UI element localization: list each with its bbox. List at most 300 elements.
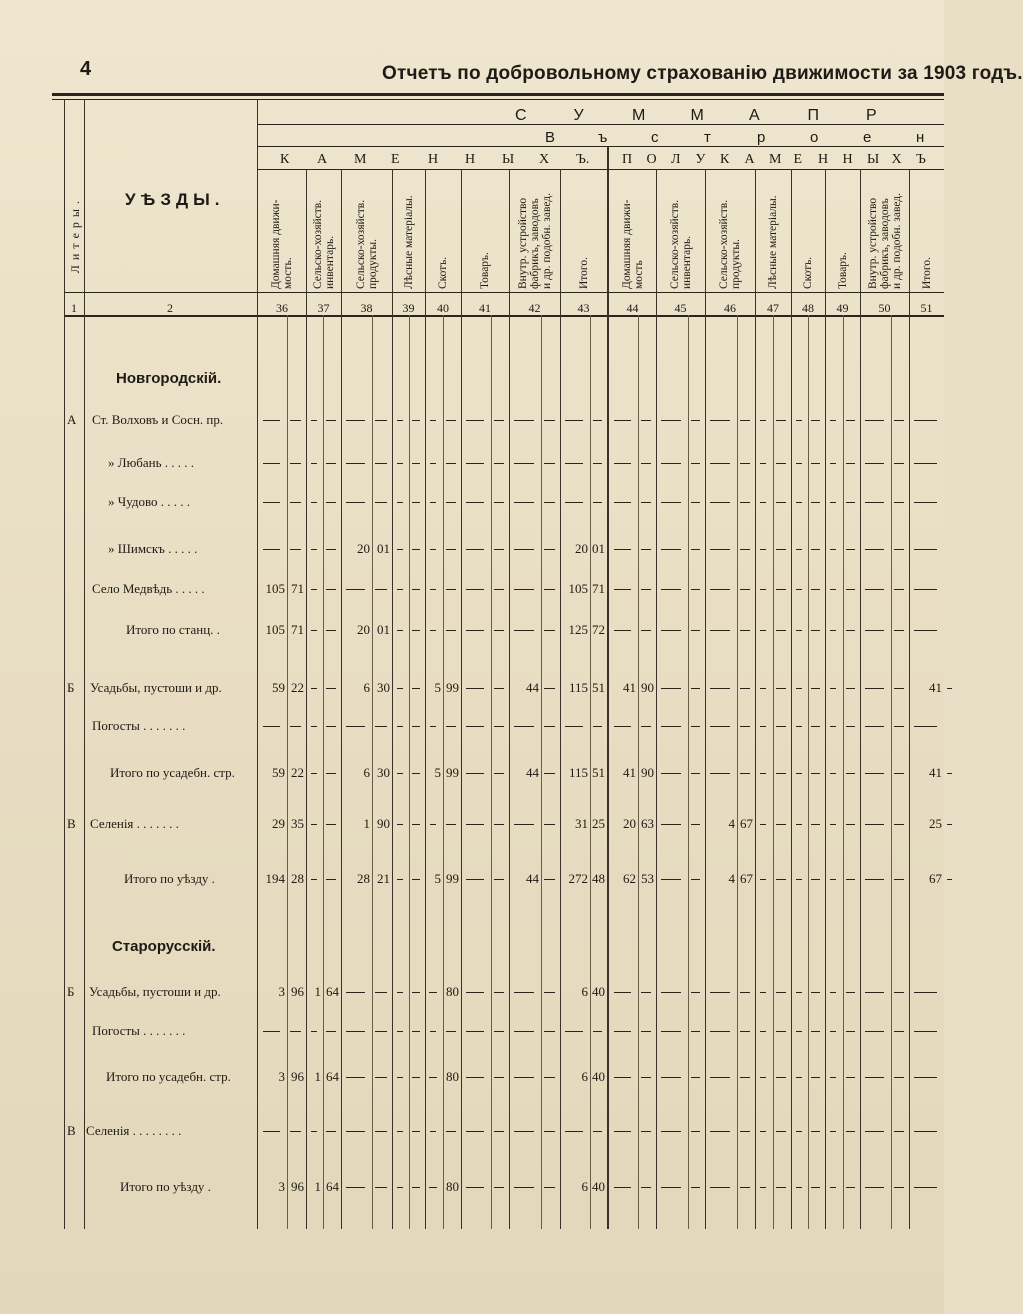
cell-kopeks: 67	[740, 816, 753, 831]
cell-dash	[593, 420, 602, 421]
cell-dash	[691, 589, 700, 590]
row-label: Селенія . . . . . . . .	[86, 1123, 182, 1138]
cell-dash	[691, 773, 700, 774]
cell-kopeks: 64	[326, 1069, 339, 1084]
column-label-line: Скотъ.	[437, 256, 449, 289]
cell-dash	[412, 1031, 420, 1032]
cell-dash	[865, 463, 884, 464]
cell-dash	[412, 420, 420, 421]
cell-dash	[494, 726, 504, 727]
cell-dash	[466, 1077, 484, 1078]
cell-dash	[691, 879, 700, 880]
row-letter: Б	[67, 680, 75, 695]
cell-dash	[894, 1131, 904, 1132]
cell-dash	[846, 726, 855, 727]
cell-dash	[865, 502, 884, 503]
cell-dash	[796, 1077, 802, 1078]
cell-dash	[311, 502, 317, 503]
cell-dash	[776, 502, 786, 503]
cell-dash	[661, 589, 681, 590]
cell-kopeks: 71	[291, 622, 304, 637]
cell-dash	[397, 420, 403, 421]
cell-dash	[494, 879, 504, 880]
cell-rubles: 3	[278, 984, 285, 999]
cell-dash	[760, 773, 766, 774]
cell-dash	[760, 879, 766, 880]
cell-dash	[494, 502, 504, 503]
cell-dash	[691, 1077, 700, 1078]
cell-dash	[544, 1187, 555, 1188]
vline-col-51	[909, 169, 910, 1229]
cell-dash	[710, 463, 730, 464]
suma-letter: С	[515, 107, 527, 124]
cell-dash	[710, 726, 730, 727]
cell-dash	[494, 773, 504, 774]
cell-dash	[375, 992, 387, 993]
cell-dash	[776, 1031, 786, 1032]
cell-dash	[776, 879, 786, 880]
cell-dash	[446, 549, 456, 550]
cell-dash	[544, 420, 555, 421]
litery-heading: Литеры.	[68, 196, 82, 274]
cell-rubles: 6	[581, 984, 588, 999]
row-label: Итого по усадебн. стр.	[110, 765, 235, 780]
cell-dash	[346, 1131, 365, 1132]
cell-rubles: 115	[568, 680, 588, 695]
cell-dash	[641, 502, 651, 503]
cell-dash	[263, 463, 280, 464]
cell-dash	[290, 420, 301, 421]
cell-rubles: 67	[929, 871, 942, 886]
column-number-43: 43	[577, 301, 590, 315]
cell-dash	[760, 630, 766, 631]
cell-dash	[466, 420, 484, 421]
cell-dash	[865, 589, 884, 590]
cell-rubles: 6	[581, 1069, 588, 1084]
cell-dash	[514, 502, 534, 503]
cell-dash	[811, 420, 820, 421]
cell-dash	[514, 824, 534, 825]
cell-dash	[661, 1187, 681, 1188]
cell-dash	[544, 726, 555, 727]
cell-dash	[412, 630, 420, 631]
cell-dash	[397, 1187, 403, 1188]
row-label: Ст. Волховъ и Сосн. пр.	[92, 412, 224, 427]
cell-kopeks: 28	[291, 871, 304, 886]
cell-dash	[544, 992, 555, 993]
polukamen-letter: П	[622, 152, 633, 167]
cell-kopeks: 30	[377, 765, 390, 780]
column-number-39: 39	[402, 301, 415, 315]
cell-dash	[412, 1187, 420, 1188]
cell-dash	[914, 463, 937, 464]
cell-dash	[760, 992, 766, 993]
cell-dash	[641, 1031, 651, 1032]
cell-dash	[796, 463, 802, 464]
polukamen-letter: Н	[842, 152, 853, 167]
cell-dash	[776, 1187, 786, 1188]
cell-dash	[446, 726, 456, 727]
cell-dash	[514, 549, 534, 550]
cell-dash	[565, 1031, 583, 1032]
cell-dash	[263, 1131, 280, 1132]
column-label-line: фабрикъ, заводовъ	[878, 198, 891, 289]
column-number-46: 46	[724, 301, 736, 315]
cell-dash	[894, 824, 904, 825]
cell-dash	[811, 688, 820, 689]
cell-dash	[914, 502, 937, 503]
cell-dash	[760, 1131, 766, 1132]
cell-kopeks: 90	[641, 765, 654, 780]
cell-dash	[830, 1077, 836, 1078]
column-label-line: продукты.	[366, 239, 379, 289]
cell-dash	[614, 463, 631, 464]
cell-dash	[710, 1187, 730, 1188]
cell-dash	[661, 630, 681, 631]
row-label: Погосты . . . . . . .	[92, 718, 186, 733]
cell-dash	[830, 824, 836, 825]
cell-dash	[776, 992, 786, 993]
cell-dash	[740, 463, 750, 464]
vstroen-letter: о	[810, 129, 819, 146]
cell-dash	[466, 1187, 484, 1188]
cell-dash	[811, 824, 820, 825]
cell-dash	[830, 549, 836, 550]
uezdy-heading: УѢЗДЫ.	[125, 190, 225, 209]
cell-dash	[865, 1131, 884, 1132]
cell-dash	[514, 630, 534, 631]
cell-dash	[894, 688, 904, 689]
cell-dash	[947, 824, 952, 825]
cell-rubles: 44	[526, 871, 539, 886]
column-label-line: Товаръ.	[479, 252, 491, 289]
column-number-40: 40	[437, 301, 449, 315]
cell-dash	[514, 589, 534, 590]
section-starorus: Старорусскій.	[112, 938, 216, 955]
cell-dash	[429, 1077, 437, 1078]
cell-dash	[641, 549, 651, 550]
cell-dash	[514, 1077, 534, 1078]
cell-dash	[429, 1187, 437, 1188]
cell-dash	[776, 773, 786, 774]
cell-rubles: 62	[623, 871, 636, 886]
cell-dash	[614, 589, 631, 590]
cell-dash	[397, 630, 403, 631]
cell-dash	[430, 420, 436, 421]
cell-dash	[846, 773, 855, 774]
cell-dash	[740, 1077, 750, 1078]
cell-dash	[429, 992, 437, 993]
cell-dash	[311, 1031, 317, 1032]
cell-dash	[830, 463, 836, 464]
suma-letter: У	[573, 107, 584, 124]
cell-dash	[514, 1187, 534, 1188]
cell-dash	[710, 1131, 730, 1132]
polukamen-letter: Е	[793, 152, 803, 167]
polukamen-letter: О	[646, 152, 657, 167]
cell-dash	[375, 463, 387, 464]
vstroen-letter: В	[545, 129, 556, 146]
cell-dash	[311, 879, 317, 880]
row-label: » Любань . . . . .	[108, 455, 195, 470]
column-label-line: и др. подобн. завед.	[540, 193, 553, 289]
polukamen-letter: К	[720, 152, 730, 167]
cell-dash	[760, 463, 766, 464]
cell-dash	[326, 549, 336, 550]
cell-kopeks: 40	[592, 1069, 605, 1084]
cell-kopeks: 48	[592, 871, 605, 886]
cell-dash	[760, 688, 766, 689]
cell-dash	[710, 630, 730, 631]
cell-dash	[894, 726, 904, 727]
polukamen-letter: М	[769, 152, 782, 167]
kamen-letter: Н	[428, 152, 439, 167]
cell-dash	[846, 589, 855, 590]
cell-dash	[412, 1131, 420, 1132]
cell-rubles: 1	[314, 1179, 321, 1194]
cell-dash	[565, 420, 583, 421]
cell-dash	[661, 879, 681, 880]
cell-dash	[894, 549, 904, 550]
cell-dash	[914, 589, 937, 590]
cell-dash	[691, 688, 700, 689]
cell-dash	[412, 773, 420, 774]
cell-rubles: 5	[434, 871, 441, 886]
cell-dash	[346, 463, 365, 464]
row-label: Селенія . . . . . . .	[90, 816, 179, 831]
cell-kopeks: 25	[592, 816, 605, 831]
cell-dash	[830, 688, 836, 689]
cell-dash	[661, 1077, 681, 1078]
cell-dash	[446, 463, 456, 464]
cell-kopeks: 72	[592, 622, 605, 637]
cell-dash	[311, 463, 317, 464]
cell-dash	[311, 688, 317, 689]
cell-rubles: 20	[623, 816, 636, 831]
cell-dash	[346, 1187, 365, 1188]
cell-kopeks: 01	[377, 541, 390, 556]
cell-dash	[710, 1077, 730, 1078]
cell-dash	[710, 773, 730, 774]
cell-dash	[894, 773, 904, 774]
cell-dash	[641, 420, 651, 421]
column-label-44	[621, 174, 645, 289]
rule-vstroen	[258, 146, 944, 147]
cell-dash	[430, 589, 436, 590]
cell-dash	[446, 502, 456, 503]
vline-col-38	[341, 169, 342, 1229]
cell-kopeks: 30	[377, 680, 390, 695]
cell-dash	[412, 502, 420, 503]
cell-dash	[446, 1031, 456, 1032]
vstroen-letter: р	[757, 129, 766, 146]
row-label: Усадьбы, пустоши и др.	[90, 680, 222, 695]
cell-dash	[263, 549, 280, 550]
cell-dash	[691, 420, 700, 421]
cell-dash	[326, 463, 336, 464]
polukamen-letter: А	[744, 152, 755, 167]
polukamen-letter: Ъ	[916, 152, 926, 167]
cell-dash	[846, 1187, 855, 1188]
cell-dash	[710, 502, 730, 503]
cell-dash	[446, 589, 456, 590]
cell-rubles: 20	[357, 541, 370, 556]
column-label-40	[437, 174, 449, 289]
cell-dash	[544, 549, 555, 550]
cell-dash	[614, 420, 631, 421]
cell-dash	[811, 992, 820, 993]
cell-dash	[466, 688, 484, 689]
cell-dash	[846, 549, 855, 550]
cell-dash	[894, 1031, 904, 1032]
column-label-45	[669, 174, 693, 289]
cell-dash	[397, 1031, 403, 1032]
column-label-line: Итого.	[920, 257, 933, 289]
cell-dash	[691, 1187, 700, 1188]
cell-dash	[796, 589, 802, 590]
cell-rubles: 6	[363, 765, 370, 780]
cell-dash	[466, 630, 484, 631]
column-number-45: 45	[674, 301, 687, 315]
cell-dash	[691, 1131, 700, 1132]
column-label-line: инвентарь.	[680, 235, 693, 289]
cell-dash	[691, 502, 700, 503]
cell-dash	[760, 502, 766, 503]
cell-dash	[740, 630, 750, 631]
row-label: Село Медвѣдь . . . . .	[92, 581, 205, 596]
cell-dash	[430, 502, 436, 503]
row-letter: Б	[67, 984, 75, 999]
cell-dash	[430, 726, 436, 727]
vline-col-40	[425, 169, 426, 1229]
cell-dash	[375, 502, 387, 503]
row-label: » Чудово . . . . .	[108, 494, 191, 509]
cell-rubles: 31	[575, 816, 588, 831]
column-label-line: Лѣсные матеріалы.	[767, 195, 779, 289]
column-label-line: инвентарь.	[323, 235, 336, 289]
row-label: Усадьбы, пустоши и др.	[89, 984, 221, 999]
cell-kopeks: 21	[377, 871, 390, 886]
cell-dash	[846, 463, 855, 464]
page-number: 4	[80, 58, 92, 80]
vline-col-50	[860, 169, 861, 1229]
cell-dash	[446, 420, 456, 421]
polukamen-letter: Н	[818, 152, 829, 167]
cell-dash	[894, 630, 904, 631]
cell-kopeks: 90	[641, 680, 654, 695]
cell-dash	[346, 1031, 365, 1032]
cell-dash	[796, 879, 802, 880]
polukamen-letter: Х	[891, 152, 902, 167]
cell-kopeks: 80	[446, 984, 459, 999]
cell-dash	[691, 824, 700, 825]
rule-header-bottom	[64, 292, 944, 293]
cell-dash	[691, 1031, 700, 1032]
cell-dash	[430, 1031, 436, 1032]
cell-dash	[846, 1077, 855, 1078]
cell-dash	[914, 1131, 937, 1132]
column-label-38	[355, 174, 379, 289]
cell-rubles: 20	[575, 541, 588, 556]
cell-dash	[412, 824, 420, 825]
column-label-line: Домашняя движи-	[620, 199, 633, 289]
colnum-1: 1	[71, 301, 77, 315]
kamen-letter: К	[280, 152, 290, 167]
cell-dash	[811, 773, 820, 774]
cell-rubles: 29	[272, 816, 285, 831]
cell-dash	[494, 589, 504, 590]
section-novgorod: Новгородскій.	[116, 370, 222, 387]
cell-dash	[776, 688, 786, 689]
column-label-line: Скотъ.	[802, 256, 814, 289]
cell-dash	[397, 726, 403, 727]
cell-dash	[740, 420, 750, 421]
cell-dash	[593, 726, 602, 727]
cell-dash	[846, 1031, 855, 1032]
cell-dash	[641, 726, 651, 727]
column-label-39	[403, 174, 415, 289]
cell-dash	[494, 1077, 504, 1078]
cell-dash	[710, 589, 730, 590]
cell-dash	[412, 463, 420, 464]
cell-dash	[614, 630, 631, 631]
vline-left	[64, 99, 65, 1229]
row-letter: В	[67, 816, 76, 831]
cell-dash	[641, 1187, 651, 1188]
row-label: Погосты . . . . . . .	[92, 1023, 186, 1038]
cell-dash	[710, 688, 730, 689]
cell-kopeks: 40	[592, 984, 605, 999]
cell-dash	[326, 688, 336, 689]
cell-dash	[811, 463, 820, 464]
cell-dash	[811, 589, 820, 590]
cell-dash	[397, 1131, 403, 1132]
cell-kopeks: 99	[446, 871, 459, 886]
row-label: Итого по станц. .	[126, 622, 220, 637]
cell-dash	[375, 1131, 387, 1132]
cell-dash	[760, 1187, 766, 1188]
cell-dash	[544, 879, 555, 880]
cell-dash	[346, 420, 365, 421]
cell-dash	[614, 1131, 631, 1132]
cell-dash	[565, 1131, 583, 1132]
cell-rubles: 41	[929, 680, 942, 695]
cell-dash	[263, 420, 280, 421]
cell-dash	[846, 688, 855, 689]
cell-dash	[811, 502, 820, 503]
vline-uezd	[257, 99, 258, 1229]
cell-dash	[544, 1077, 555, 1078]
row-label: » Шимскъ . . . . .	[108, 541, 198, 556]
cell-dash	[466, 589, 484, 590]
cell-dash	[796, 773, 802, 774]
cell-dash	[375, 1187, 387, 1188]
vline-col-47	[755, 169, 756, 1229]
cell-dash	[544, 773, 555, 774]
cell-kopeks: 96	[291, 984, 304, 999]
cell-dash	[494, 420, 504, 421]
cell-rubles: 44	[526, 680, 539, 695]
cell-dash	[776, 726, 786, 727]
column-number-50: 50	[878, 301, 891, 315]
cell-dash	[614, 502, 631, 503]
cell-rubles: 41	[623, 765, 636, 780]
vline-lit	[84, 99, 85, 1229]
cell-dash	[544, 463, 555, 464]
cell-dash	[397, 773, 403, 774]
cell-dash	[796, 1031, 802, 1032]
cell-dash	[661, 420, 681, 421]
